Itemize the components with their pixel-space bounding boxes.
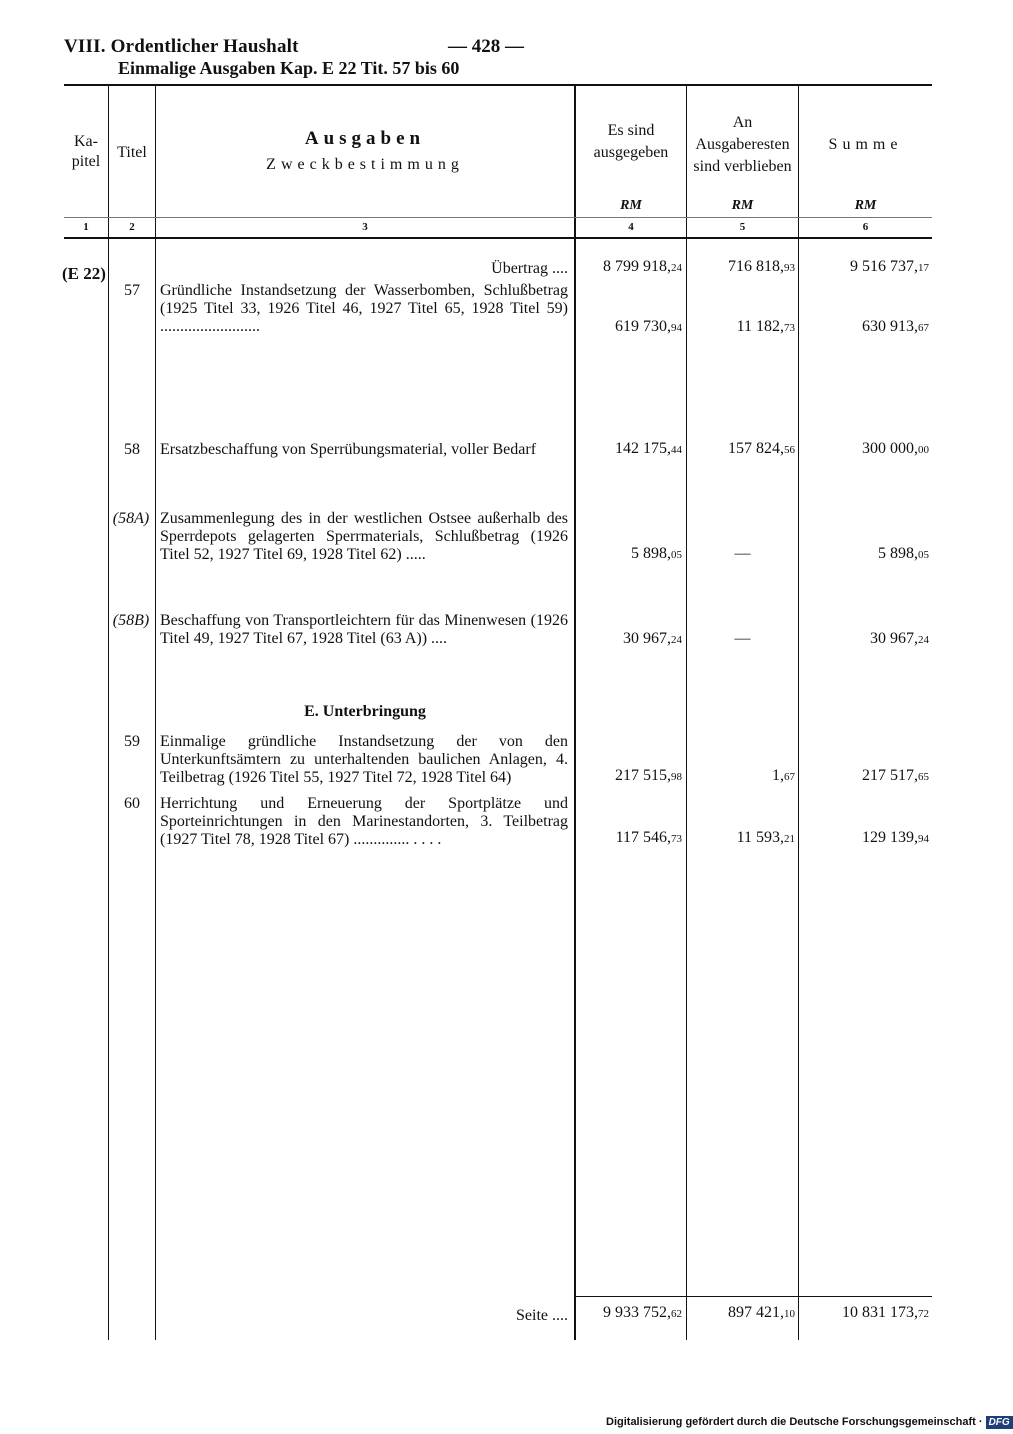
value-dec: 10 bbox=[784, 1308, 795, 1320]
value-dec: 73 bbox=[671, 833, 682, 845]
row-59-col5: 1,67 bbox=[772, 767, 795, 784]
value-int: 30 967 bbox=[623, 630, 667, 647]
value-dec: 56 bbox=[784, 444, 795, 456]
value-dec: 98 bbox=[671, 771, 682, 783]
value-dec: 05 bbox=[671, 549, 682, 561]
row-titel-60: 60 bbox=[124, 795, 140, 812]
row-57-col6: 630 913,67 bbox=[862, 318, 929, 335]
page-subtitle: Einmalige Ausgaben Kap. E 22 Tit. 57 bis 60 bbox=[118, 58, 460, 78]
row-59-col6: 217 517,65 bbox=[862, 767, 929, 784]
kapitel-label: (E 22) bbox=[62, 264, 106, 283]
header-number-rule-bottom bbox=[64, 237, 932, 239]
row-58-col6: 300 000,00 bbox=[862, 440, 929, 457]
row-titel-57: 57 bbox=[124, 282, 140, 299]
unit-col4: RM bbox=[620, 198, 642, 213]
col-reste-header: An Ausgaberesten sind verblieben bbox=[693, 114, 792, 175]
col-number-2: 2 bbox=[129, 221, 135, 233]
value-dec: 05 bbox=[918, 549, 929, 561]
row-titel-58a: (58A) bbox=[112, 510, 150, 527]
row-text-59: Einmalige gründliche Instandsetzung der von den Unterkunftsämtern zu unterhaltenden baulichen Anlagen, 4. Teilbetrag (1926 Titel 55, 1927 Titel 72, 1928 Titel 64) bbox=[160, 733, 568, 786]
row-text-57: Gründliche Instandsetzung der Wasserbomben, Schlußbetrag (1925 Titel 33, 1926 Titel 46, 1927 Titel 65, 1928 Titel 59) ......................... bbox=[160, 282, 568, 335]
col-number-4: 4 bbox=[628, 221, 634, 233]
header-number-rule-top bbox=[64, 217, 932, 218]
value-int: 142 175 bbox=[615, 440, 667, 457]
value-int: 716 818 bbox=[728, 258, 780, 275]
seite-col4: 9 933 752,62 bbox=[603, 1304, 682, 1321]
value-dec: 65 bbox=[918, 771, 929, 783]
row-58a-col5: — bbox=[734, 545, 751, 562]
row-60-col4: 117 546,73 bbox=[615, 829, 682, 846]
value-dec: 62 bbox=[671, 1308, 682, 1320]
col-zweck-header: Zweckbestimmung bbox=[266, 156, 464, 173]
value-int: 11 182 bbox=[736, 318, 780, 335]
row-titel-58b: (58B) bbox=[112, 612, 150, 629]
value-int: 11 593 bbox=[736, 829, 780, 846]
value-int: 5 898 bbox=[631, 545, 667, 562]
row-58b-col6: 30 967,24 bbox=[870, 630, 929, 647]
value-dec: 67 bbox=[784, 771, 795, 783]
row-text-58: Ersatzbeschaffung von Sperrübungsmaterial, voller Bedarf bbox=[160, 441, 537, 458]
row-text-58a: Zusammenlegung des in der westlichen Ostsee außerhalb des Sperrdepots gelagerten Sperrmaterials, Schlußbetrag (1926 Titel 52, 1927 Titel 69, 1928 Titel 62) ..... bbox=[160, 510, 568, 563]
row-text-60: Herrichtung und Erneuerung der Sportplätze und Sporteinrichtungen in den Marinestandorten, 3. Teilbetrag (1927 Titel 78, 1928 Titel 67) .............. . . . . bbox=[160, 795, 568, 848]
row-60-col6: 129 139,94 bbox=[862, 829, 929, 846]
value-dec: 94 bbox=[671, 322, 682, 334]
value-int: 619 730 bbox=[615, 318, 667, 335]
col-number-5: 5 bbox=[739, 221, 746, 233]
value-int: 1 bbox=[772, 767, 780, 784]
col-sep-1 bbox=[108, 86, 109, 1340]
row-titel-58: 58 bbox=[124, 441, 140, 458]
value-int: 129 139 bbox=[862, 829, 914, 846]
unit-col6: RM bbox=[854, 198, 877, 213]
value-int: 157 824 bbox=[728, 440, 780, 457]
uebertrag-label: Übertrag .... bbox=[491, 260, 568, 277]
value-dec: 93 bbox=[784, 262, 795, 274]
digitization-credit bbox=[606, 1416, 1013, 1428]
value-int: 117 546 bbox=[615, 829, 667, 846]
page-number: — 428 — bbox=[448, 36, 524, 57]
col-number-6: 6 bbox=[862, 221, 869, 233]
value-int: 217 515 bbox=[615, 767, 667, 784]
row-59-col4: 217 515,98 bbox=[615, 767, 682, 784]
seite-sum-rule bbox=[576, 1296, 932, 1297]
row-58a-col4: 5 898,05 bbox=[631, 545, 682, 562]
unit-col5: RM bbox=[731, 198, 754, 213]
value-int: 5 898 bbox=[878, 545, 914, 562]
col-kapitel-header: Ka- pitel bbox=[71, 133, 101, 170]
credit-text: Digitalisierung gefördert durch die Deutsche Forschungsgemeinschaft · bbox=[606, 1416, 983, 1428]
row-58a-col6: 5 898,05 bbox=[878, 545, 929, 562]
row-58b-col5: — bbox=[734, 630, 751, 647]
value-dec: 00 bbox=[918, 444, 929, 456]
value-dec: 17 bbox=[918, 262, 929, 274]
value-int: 217 517 bbox=[862, 767, 914, 784]
seite-col6: 10 831 173,72 bbox=[842, 1304, 929, 1321]
seite-col5: 897 421,10 bbox=[728, 1304, 795, 1321]
row-58-col5: 157 824,56 bbox=[728, 440, 795, 457]
value-dec: 24 bbox=[918, 634, 929, 646]
col-ausgegeben-header: Es sind ausgegeben bbox=[593, 122, 669, 161]
value-int: 630 913 bbox=[862, 318, 914, 335]
value-dec: 44 bbox=[671, 444, 682, 456]
uebertrag-col5: 716 818,93 bbox=[728, 258, 795, 275]
row-57-col5: 11 182,73 bbox=[736, 318, 795, 335]
value-dec: 73 bbox=[784, 322, 795, 334]
value-dec: 67 bbox=[918, 322, 929, 334]
row-titel-59: 59 bbox=[124, 733, 140, 750]
col-summe-header: Summe bbox=[828, 136, 903, 153]
seite-label: Seite .... bbox=[516, 1307, 568, 1324]
col-number-3: 3 bbox=[362, 221, 368, 233]
row-60-col5: 11 593,21 bbox=[736, 829, 795, 846]
col-number-1: 1 bbox=[83, 221, 89, 233]
value-int: 10 831 173 bbox=[842, 1304, 914, 1321]
part-title: VIII. Ordentlicher Haushalt bbox=[64, 36, 299, 57]
value-dec: 72 bbox=[918, 1308, 929, 1320]
dfg-logo: DFG bbox=[986, 1416, 1013, 1429]
value-dec: 94 bbox=[918, 833, 929, 845]
section-heading: E. Unterbringung bbox=[304, 703, 426, 720]
value-int: 9 933 752 bbox=[603, 1304, 667, 1321]
table-top-rule bbox=[64, 84, 932, 86]
value-int: 300 000 bbox=[862, 440, 914, 457]
value-int: 8 799 918 bbox=[603, 258, 667, 275]
value-dec: 24 bbox=[671, 634, 682, 646]
value-dec: 24 bbox=[671, 262, 682, 274]
value-int: 897 421 bbox=[728, 1304, 780, 1321]
col-titel-header: Titel bbox=[117, 144, 147, 161]
row-58b-col4: 30 967,24 bbox=[623, 630, 682, 647]
row-58-col4: 142 175,44 bbox=[615, 440, 682, 457]
value-int: 30 967 bbox=[870, 630, 914, 647]
value-dec: 21 bbox=[784, 833, 795, 845]
row-57-col4: 619 730,94 bbox=[615, 318, 682, 335]
uebertrag-col4: 8 799 918,24 bbox=[603, 258, 682, 275]
value-int: 9 516 737 bbox=[850, 258, 914, 275]
uebertrag-col6: 9 516 737,17 bbox=[850, 258, 929, 275]
col-ausgaben-header: Ausgaben bbox=[304, 128, 426, 149]
row-text-58b: Beschaffung von Transportleichtern für das Minenwesen (1926 Titel 49, 1927 Titel 67, 1928 Titel (63 A)) .... bbox=[160, 612, 568, 647]
